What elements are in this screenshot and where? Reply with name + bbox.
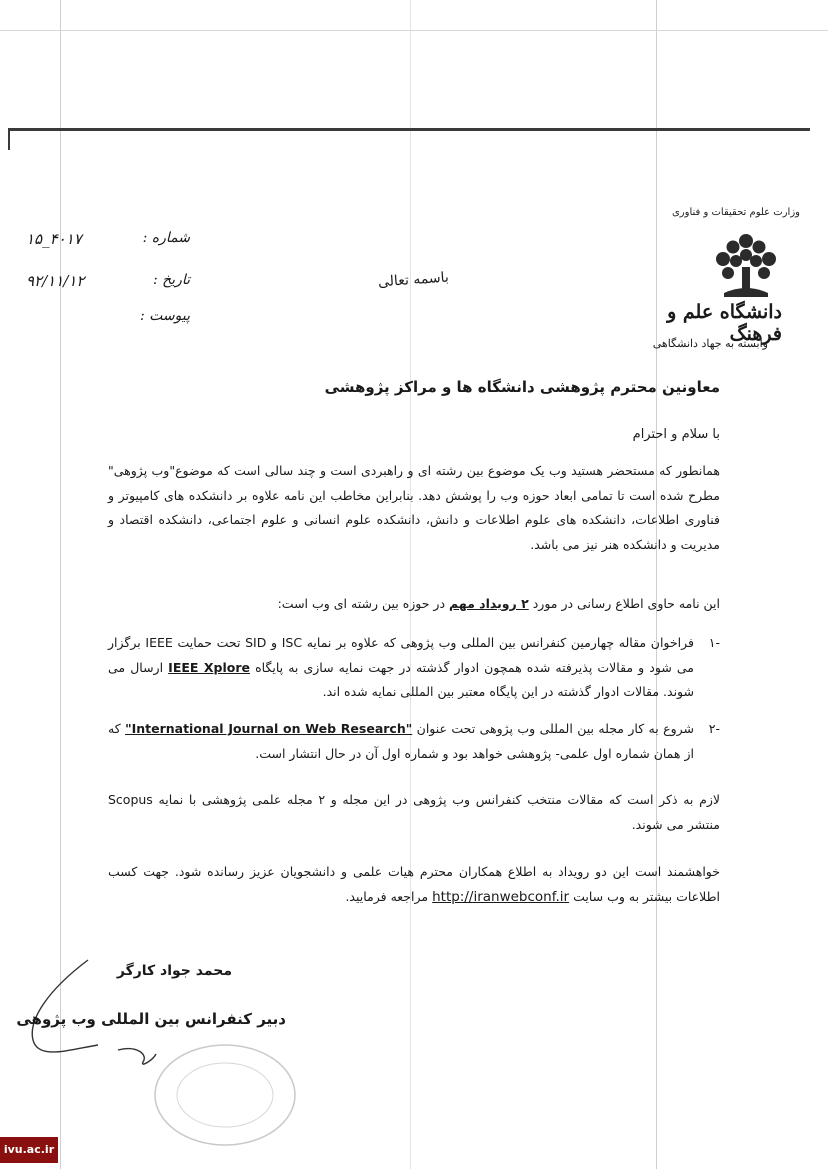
number-label: شماره : [142, 230, 190, 246]
sid-text: SID [245, 635, 267, 650]
fold-line [0, 30, 828, 31]
item-text-part: برگزار می شود و مقالات پذیرفته شده همچون ادوار گذشته در جهت نمایه سازی به پایگاه [108, 635, 694, 675]
site-watermark: ivu.ac.ir [0, 1137, 58, 1163]
paragraph-intro: همانطور که مستحضر هستید وب یک موضوع بین رشته ای و راهبردی است و چند سالی است که موضوع"وب پژوهی" مطرح شده است تا تمامی ابعاد حوزه وب را پوشش دهد. بنابراین مخاطب این نامه علاوه بر دانشکده های کامپیوتر و فناوری اطلاعات، دانشکده های علوم اطلاعات و دانش، دانشکده علوم انسانی و علوم اجتماعی، دانشکده اقتصاد و مدیریت و دانشکده هنر نیز می باشد. [108, 463, 720, 552]
affiliation-text: وابسته به جهاد دانشگاهی [652, 337, 768, 350]
paragraph-scopus [108, 788, 720, 837]
paragraph-text: لازم به ذکر است که مقالات منتخب کنفرانس وب پژوهی در این مجله و ۲ مجله علمی پژوهشی با نمایه [158, 792, 720, 807]
ieee-xplore-text: IEEE Xplore [168, 659, 250, 675]
journal-title: "International Journal on Web Research" [125, 721, 413, 736]
paragraph-text: منتشر می شوند. [631, 816, 720, 832]
bismillah: باسمه تعالی [377, 269, 450, 291]
letter-meta [20, 230, 210, 340]
header-rule [10, 128, 810, 131]
ministry-name: وزارت علوم تحقیقات و فناوری [671, 207, 800, 218]
header-tick [8, 128, 10, 150]
list-item [108, 717, 720, 766]
stamp-icon [150, 1040, 300, 1150]
item-text-part: تحت حمایت [177, 635, 241, 650]
paragraph-text: خواهشمند است این دو رویداد به اطلاع همکاران محترم هیات علمی و دانشجویان عزیز رسانده شود. جهت کسب اطلاعات بیشتر به وب سایت [108, 864, 720, 904]
meta-attachment-row [20, 308, 210, 332]
greeting: با سلام و احترام [632, 427, 720, 442]
isc-text: ISC [281, 635, 303, 650]
university-name: دانشگاه علم و فرهنگ [667, 301, 782, 345]
item-number: -۱ [708, 635, 720, 650]
paragraph-request [108, 860, 720, 909]
attachment-label: پیوست : [140, 308, 190, 324]
item-text [108, 717, 694, 766]
fold-line [656, 0, 657, 1169]
item-text-part: فراخوان مقاله چهارمین کنفرانس بین المللی وب پژوهی که علاوه بر نمایه [306, 635, 694, 650]
signatory-title: دبیر کنفرانس بین المللی وب پژوهی [16, 1010, 286, 1028]
date-value: ۹۲/۱۱/۱۲ [26, 272, 85, 290]
events-text: در حوزه بین رشته ای وب است: [277, 596, 446, 611]
events-count: ۲ رویداد مهم [449, 596, 529, 611]
date-label: تاریخ : [152, 272, 190, 288]
signatory-name: محمد جواد کارگر [116, 963, 232, 979]
item-text-part: ارسال می شوند. مقالات ادوار گذشته در این پایگاه معتبر بین المللی نمایه شده اند. [108, 659, 694, 699]
events-text: این نامه حاوی اطلاع رسانی در مورد [532, 596, 720, 611]
item-text-part: و [271, 635, 278, 650]
item-text-part: شروع به کار مجله بین المللی وب پژوهی تحت عنوان [416, 721, 694, 736]
paragraph-events [108, 592, 720, 617]
number-value: ۱۵_۴۰۱۷ [26, 230, 82, 248]
paragraph-text: مراجعه فرمایید. [345, 888, 429, 904]
item-number: -۲ [708, 721, 720, 736]
ieee-text: IEEE [145, 635, 173, 650]
website-link[interactable]: http://iranwebconf.ir [432, 888, 570, 905]
list-item [108, 631, 720, 705]
item-text-part: که از همان شماره اول علمی- پژوهشی خواهد بود و شماره اول آن در حال انتشار است. [108, 721, 694, 761]
meta-date-row [20, 272, 210, 296]
item-text [108, 631, 694, 705]
meta-number-row [20, 230, 210, 254]
scopus-text: Scopus [108, 792, 153, 807]
recipient-heading: معاونین محترم پژوهشی دانشگاه ها و مراکز پژوهشی [324, 378, 720, 396]
university-logo [628, 205, 808, 365]
fold-line [410, 0, 411, 1169]
